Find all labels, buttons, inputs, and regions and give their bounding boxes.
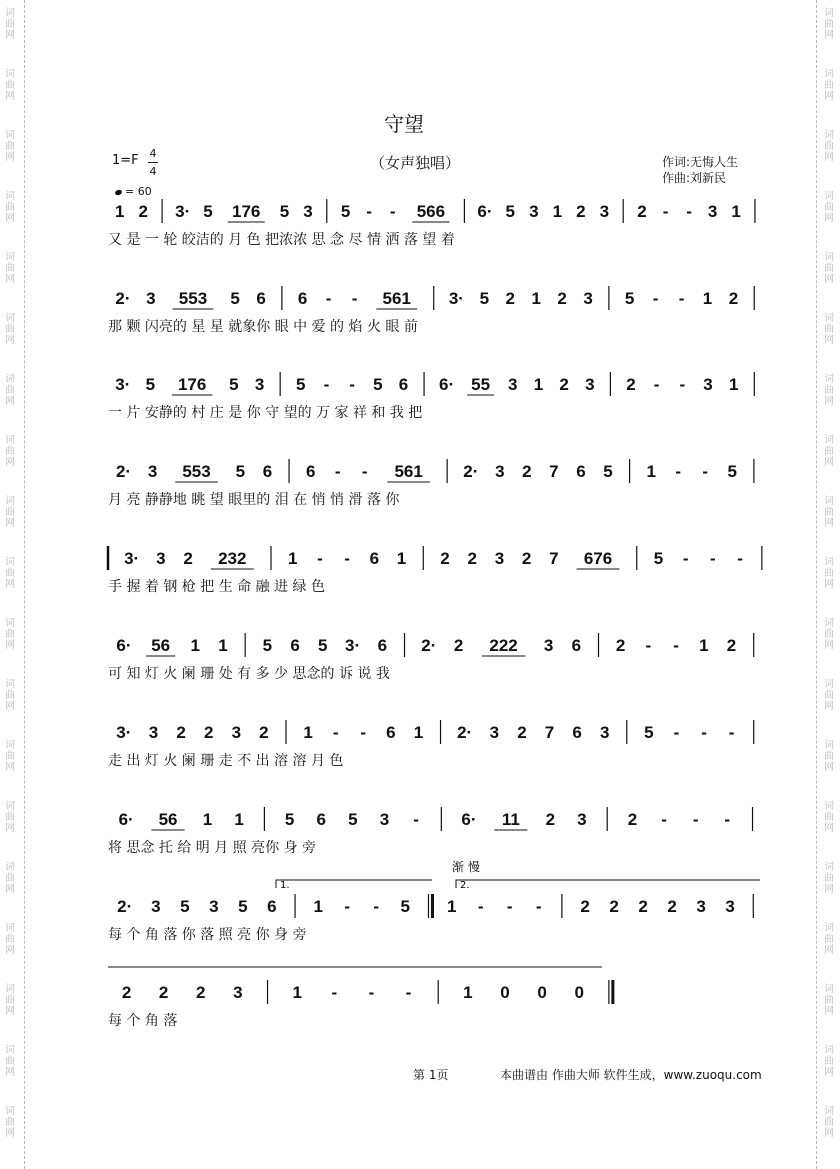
note: 3 <box>703 375 713 394</box>
note: 5 <box>727 462 738 481</box>
note: 0 <box>574 983 584 1002</box>
note: - <box>728 723 735 742</box>
note: 5 <box>318 636 328 655</box>
watermark-text: 词 曲 网 <box>824 374 834 407</box>
note: - <box>351 289 358 308</box>
note: 2 <box>453 636 464 655</box>
note: 3 <box>254 375 265 394</box>
note: 6 <box>377 636 388 655</box>
note: 5 <box>235 462 246 481</box>
note: - <box>682 549 689 568</box>
note: 5 <box>348 810 358 829</box>
note: 1 <box>702 289 713 308</box>
note: 1 <box>313 897 324 916</box>
generator-note: 本曲谱由 作曲大师 软件生成，www.zuoqu.com <box>500 1068 762 1082</box>
note: - <box>692 810 699 829</box>
note: - <box>506 897 513 916</box>
note: 6 <box>297 289 308 308</box>
watermark-text: 词 曲 网 <box>824 1045 834 1078</box>
lyric-line: 那 颗 闪亮的 星 星 就象你 眼 中 爱 的 焰 火 眼 前 <box>108 319 418 335</box>
note: 2 <box>521 549 532 568</box>
watermark-text: 词 曲 网 <box>5 191 15 224</box>
note: - <box>673 723 680 742</box>
note: 3 <box>147 462 158 481</box>
song-title: 守望 <box>384 112 424 136</box>
volta-label-2: 2. <box>460 880 470 891</box>
note: 3 <box>583 289 593 308</box>
note: 553 <box>178 289 208 308</box>
note: 2· <box>463 462 479 481</box>
composer-credit: 作曲:刘新民 <box>662 171 727 185</box>
note: 176 <box>232 202 261 221</box>
note: - <box>325 289 332 308</box>
watermark-text: 词 曲 网 <box>5 740 15 773</box>
note: 11 <box>501 810 520 829</box>
note: 1 <box>303 723 313 742</box>
watermark-text: 词 曲 网 <box>5 435 15 468</box>
volta-label-1: 1. <box>280 880 290 891</box>
note: 3· <box>124 549 140 568</box>
note: 5 <box>644 723 654 742</box>
watermark-text: 词 曲 网 <box>5 679 15 712</box>
note: - <box>678 289 685 308</box>
note: 2 <box>176 723 186 742</box>
note: 1 <box>552 202 563 221</box>
volta-bracket-2 <box>456 880 760 888</box>
note: 3 <box>696 897 706 916</box>
watermark-text: 词 曲 网 <box>5 496 15 529</box>
note: 1 <box>218 636 228 655</box>
subtitle: （女声独唱） <box>370 154 461 172</box>
note: 2 <box>138 202 149 221</box>
note: 561 <box>382 289 411 308</box>
note: 2 <box>726 636 737 655</box>
watermark-text: 词 曲 网 <box>824 679 834 712</box>
note: 2 <box>559 375 569 394</box>
note: - <box>331 983 338 1002</box>
note: 3 <box>725 897 735 916</box>
note: 3 <box>585 375 595 394</box>
note: 553 <box>182 462 211 481</box>
note: 5 <box>180 897 190 916</box>
tempo-value: = 60 <box>125 185 152 198</box>
watermark-text: 词 曲 网 <box>824 801 834 834</box>
note: 6 <box>572 723 582 742</box>
note: 6· <box>116 636 132 655</box>
note: 5 <box>238 897 248 916</box>
note: 7 <box>544 723 555 742</box>
note: 1 <box>531 289 541 308</box>
note: - <box>737 549 743 568</box>
note: 3 <box>231 723 242 742</box>
note: 6 <box>316 810 326 829</box>
note: 2 <box>183 549 193 568</box>
note: 1 <box>699 636 709 655</box>
watermark-text: 词 曲 网 <box>824 984 834 1017</box>
note: 3 <box>543 636 554 655</box>
note: 56 <box>151 636 171 655</box>
watermark-text: 词 曲 网 <box>824 8 834 41</box>
note: 3 <box>379 810 390 829</box>
note: - <box>344 549 350 568</box>
note: 1 <box>288 549 298 568</box>
note: - <box>373 897 380 916</box>
note: 1 <box>202 810 213 829</box>
time-signature-bottom: 4 <box>149 165 157 178</box>
note: 3 <box>599 723 610 742</box>
watermark-text: 词 曲 网 <box>824 923 834 956</box>
watermark-text: 词 曲 网 <box>5 984 15 1017</box>
note: 2 <box>576 202 586 221</box>
note: 3 <box>529 202 539 221</box>
note: 1 <box>731 202 741 221</box>
note: 5 <box>340 202 351 221</box>
note: 1 <box>463 983 473 1002</box>
note: 2 <box>203 723 214 742</box>
note: 55 <box>471 375 491 394</box>
watermark-text: 词 曲 网 <box>824 557 834 590</box>
lyric-line: 每 个 角 落 <box>108 1013 178 1029</box>
note: 0 <box>537 983 547 1002</box>
watermark-text: 词 曲 网 <box>824 313 834 346</box>
note: 1 <box>646 462 656 481</box>
lyricist-credit: 作词:无悔人生 <box>662 155 739 169</box>
note: - <box>661 810 667 829</box>
note: 6 <box>262 462 273 481</box>
note: 1 <box>234 810 244 829</box>
note: 3· <box>116 723 132 742</box>
note: 1 <box>292 983 302 1002</box>
note: 2 <box>522 462 532 481</box>
note: 3 <box>489 723 500 742</box>
watermark-text: 词 曲 网 <box>5 130 15 163</box>
note: - <box>477 897 484 916</box>
note: 5 <box>624 289 635 308</box>
note: 176 <box>177 375 207 394</box>
note: - <box>701 723 707 742</box>
note: 2 <box>557 289 567 308</box>
note: 3· <box>344 636 361 655</box>
note: - <box>413 810 419 829</box>
note: - <box>344 897 351 916</box>
note: 5 <box>505 202 516 221</box>
note: 3 <box>577 810 587 829</box>
note: 2· <box>421 636 437 655</box>
note: 6 <box>576 462 586 481</box>
note: 2 <box>638 897 648 916</box>
note: 56 <box>158 810 178 829</box>
note: 7 <box>549 462 559 481</box>
note: 232 <box>218 549 247 568</box>
watermark-text: 词 曲 网 <box>5 374 15 407</box>
watermark-text: 词 曲 网 <box>824 862 834 895</box>
note: 3· <box>175 202 191 221</box>
note: 1 <box>446 897 457 916</box>
note: - <box>368 983 375 1002</box>
note: 5 <box>603 462 613 481</box>
note: 3 <box>494 549 505 568</box>
note: 6 <box>571 636 582 655</box>
note: 2 <box>158 983 169 1002</box>
note: 6· <box>439 375 455 394</box>
note: 6 <box>369 549 380 568</box>
watermark-text: 词 曲 网 <box>5 69 15 102</box>
note: 3 <box>599 202 610 221</box>
note: 2· <box>457 723 473 742</box>
note: 6 <box>267 897 277 916</box>
note: 2 <box>626 375 636 394</box>
note: 2 <box>609 897 619 916</box>
watermark-text: 词 曲 网 <box>5 1045 15 1078</box>
watermark-text: 词 曲 网 <box>5 801 15 834</box>
note: 2 <box>196 983 206 1002</box>
note: - <box>679 375 686 394</box>
note: - <box>334 462 341 481</box>
note: 3 <box>233 983 243 1002</box>
tempo-direction: 渐 慢 <box>452 860 480 874</box>
note: 6 <box>290 636 300 655</box>
note: 2 <box>259 723 269 742</box>
lyric-line: 走 出 灯 火 阑 珊 走 不 出 溶 溶 月 色 <box>108 753 344 769</box>
note: 6· <box>477 202 493 221</box>
note: 5 <box>295 375 306 394</box>
note: - <box>317 549 323 568</box>
time-signature-top: 4 <box>149 147 157 160</box>
key-signature: 1=F <box>112 153 139 168</box>
note: 2 <box>580 897 590 916</box>
note: 3 <box>156 549 166 568</box>
watermark-text: 词 曲 网 <box>5 618 15 651</box>
note: - <box>535 897 542 916</box>
note: 3 <box>707 202 718 221</box>
watermark-text: 词 曲 网 <box>5 8 15 41</box>
watermark-text: 词 曲 网 <box>824 618 834 651</box>
note: 1 <box>533 375 544 394</box>
note: 1 <box>190 636 201 655</box>
note: 2 <box>545 810 556 829</box>
note: 6 <box>305 462 316 481</box>
note: 3· <box>448 289 464 308</box>
note: 3 <box>146 289 156 308</box>
note: 6 <box>256 289 266 308</box>
note: 6 <box>398 375 409 394</box>
note: - <box>323 375 330 394</box>
watermark-text: 词 曲 网 <box>824 130 834 163</box>
note: 3 <box>303 202 313 221</box>
watermark-text: 词 曲 网 <box>824 496 834 529</box>
watermark-text: 词 曲 网 <box>824 69 834 102</box>
note: 2· <box>117 897 133 916</box>
note: - <box>673 636 679 655</box>
note: 2 <box>637 202 647 221</box>
note: - <box>645 636 652 655</box>
note: - <box>389 202 396 221</box>
note: - <box>662 202 669 221</box>
note: 1 <box>728 375 739 394</box>
note: 2· <box>115 289 131 308</box>
lyric-line: 将 思念 托 给 明 月 照 亮你 身 旁 <box>108 840 317 856</box>
note: 6 <box>386 723 396 742</box>
note: 3 <box>148 723 159 742</box>
note: 3 <box>209 897 219 916</box>
note: 2 <box>121 983 132 1002</box>
note: 2 <box>667 897 677 916</box>
note: - <box>653 375 660 394</box>
note: 5 <box>653 549 664 568</box>
note: - <box>332 723 339 742</box>
note: 2· <box>115 462 132 481</box>
watermark-text: 词 曲 网 <box>5 1106 15 1139</box>
note: 5 <box>262 636 273 655</box>
note: 2 <box>728 289 739 308</box>
note: 3· <box>115 375 131 394</box>
note: 6· <box>118 810 134 829</box>
watermark-text: 词 曲 网 <box>824 435 834 468</box>
note: - <box>360 723 367 742</box>
note: 2 <box>505 289 515 308</box>
note: 3 <box>151 897 161 916</box>
lyric-line: 每 个 角 落 你 落 照 亮 你 身 旁 <box>108 927 307 943</box>
note: 5 <box>203 202 213 221</box>
note: 5 <box>479 289 490 308</box>
watermark-text: 词 曲 网 <box>5 252 15 285</box>
note: 1 <box>115 202 125 221</box>
note: 0 <box>500 983 510 1002</box>
note: - <box>366 202 372 221</box>
note: 5 <box>279 202 290 221</box>
watermark-text: 词 曲 网 <box>824 191 834 224</box>
note: 5 <box>145 375 156 394</box>
note: 2 <box>627 810 638 829</box>
lyric-line: 又 是 一 轮 皎洁的 月 色 把浓浓 思 念 尽 情 洒 落 望 着 <box>108 232 455 248</box>
watermark-text: 词 曲 网 <box>824 740 834 773</box>
note: - <box>349 375 355 394</box>
note: - <box>702 462 709 481</box>
note: 5 <box>373 375 383 394</box>
note: 676 <box>583 549 613 568</box>
note: - <box>405 983 412 1002</box>
note: - <box>652 289 659 308</box>
note: 5 <box>284 810 295 829</box>
lyric-line: 手 握 着 钢 枪 把 生 命 融 进 绿 色 <box>108 579 325 595</box>
note: 2 <box>615 636 626 655</box>
note: - <box>724 810 731 829</box>
note: 2 <box>467 549 477 568</box>
note: 2 <box>517 723 527 742</box>
watermark-text: 词 曲 网 <box>824 252 834 285</box>
note: 561 <box>394 462 423 481</box>
note: 3 <box>508 375 518 394</box>
note: - <box>686 202 692 221</box>
note: 1 <box>396 549 407 568</box>
lyric-line: 月 亮 静静地 眺 望 眼里的 泪 在 悄 悄 滑 落 你 <box>108 492 400 508</box>
note: 5 <box>400 897 411 916</box>
page-number: 第 1页 <box>413 1068 449 1082</box>
watermark-text: 词 曲 网 <box>824 1106 834 1139</box>
lyric-line: 可 知 灯 火 阑 珊 处 有 多 少 思念的 诉 说 我 <box>108 666 390 682</box>
volta-bracket-1 <box>276 880 432 888</box>
note: 3 <box>495 462 505 481</box>
note: 566 <box>416 202 446 221</box>
note: - <box>361 462 368 481</box>
note: 222 <box>489 636 518 655</box>
watermark-text: 词 曲 网 <box>5 862 15 895</box>
lyric-line: 一 片 安静的 村 庄 是 你 守 望的 万 家 祥 和 我 把 <box>108 405 423 421</box>
note: - <box>710 549 716 568</box>
watermark-text: 词 曲 网 <box>5 923 15 956</box>
note: 1 <box>413 723 424 742</box>
note: 5 <box>229 375 239 394</box>
note: 7 <box>549 549 559 568</box>
note: 6· <box>461 810 477 829</box>
watermark-text: 词 曲 网 <box>5 557 15 590</box>
note: - <box>675 462 682 481</box>
note: 2 <box>440 549 450 568</box>
note: 5 <box>230 289 240 308</box>
watermark-text: 词 曲 网 <box>5 313 15 346</box>
